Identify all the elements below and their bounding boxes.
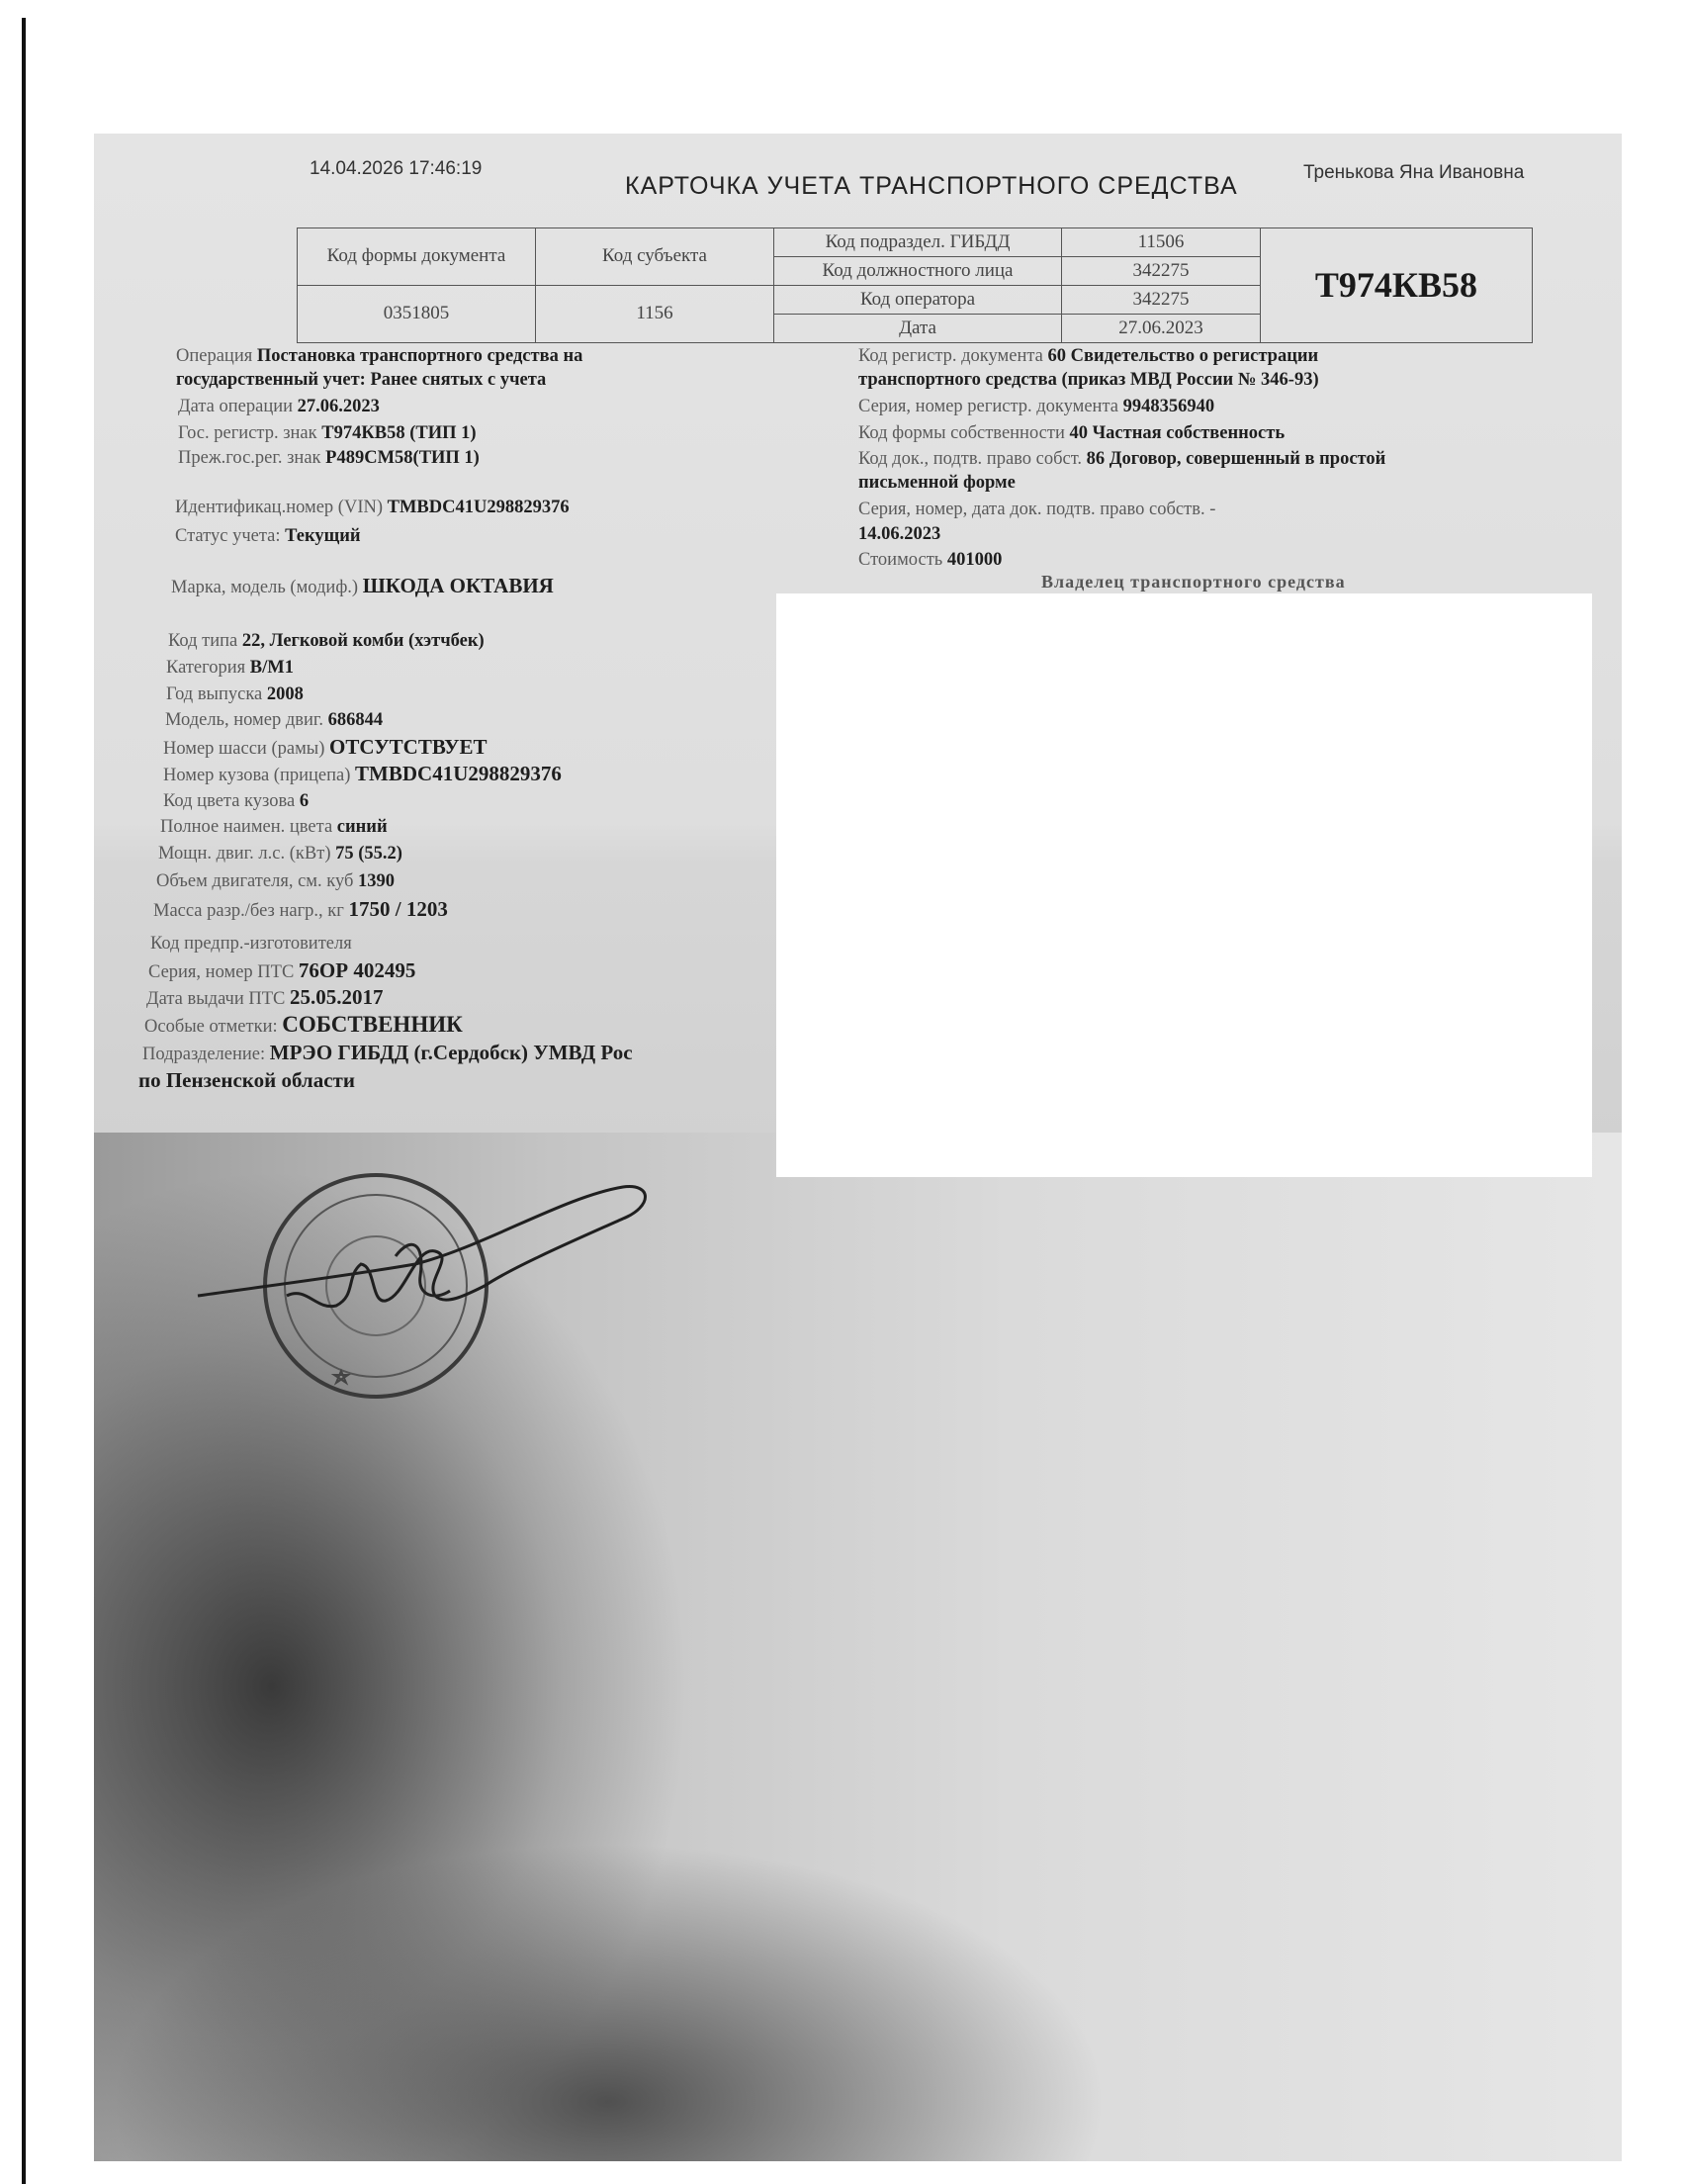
pts-issue-date: Дата выдачи ПТС 25.05.2017 xyxy=(146,985,384,1009)
engine-power: Мощн. двиг. л.с. (кВт) 75 (55.2) xyxy=(158,844,402,864)
engine-number: Модель, номер двиг. 686844 xyxy=(165,710,384,730)
form-code-header: Код формы документа xyxy=(298,228,536,286)
print-timestamp: 14.04.2026 17:46:19 xyxy=(310,158,483,179)
pts-number: Серия, номер ПТС 76ОР 402495 xyxy=(148,958,416,982)
manufacturer-code: Код предпр.-изготовителя xyxy=(150,934,352,954)
official-code-label: Код должностного лица xyxy=(774,257,1062,286)
ownership-form: Код формы собственности 40 Частная собственность xyxy=(858,423,1286,443)
operator-code-value: 342275 xyxy=(1062,286,1261,315)
rights-doc-date-label: Серия, номер, дата док. подтв. право собств. - xyxy=(858,500,1216,519)
special-notes: Особые отметки: СОБСТВЕННИК xyxy=(144,1012,463,1037)
chassis-number: Номер шасси (рамы) ОТСУТСТВУЕТ xyxy=(163,735,488,759)
unit-code-value: 11506 xyxy=(1062,228,1261,257)
vehicle-type: Код типа 22, Легковой комби (хэтчбек) xyxy=(168,631,485,651)
color-name: Полное наимен. цвета синий xyxy=(160,817,388,837)
subject-code-value: 1156 xyxy=(536,286,774,343)
engine-volume: Объем двигателя, см. куб 1390 xyxy=(156,871,396,891)
color-code: Код цвета кузова 6 xyxy=(163,791,310,811)
operator-code-label: Код оператора xyxy=(774,286,1062,315)
previous-plate: Преж.гос.рег. знак Р489СМ58(ТИП 1) xyxy=(178,448,480,468)
vehicle-mass: Масса разр./без нагр., кг 1750 / 1203 xyxy=(153,897,448,921)
vehicle-category: Категория B/M1 xyxy=(166,658,294,678)
account-status: Статус учета: Текущий xyxy=(175,526,361,546)
body-number: Номер кузова (прицепа) TMBDC41U298829376 xyxy=(163,762,562,785)
official-code-value: 342275 xyxy=(1062,257,1261,286)
reg-doc-line-1: Код регистр. документа 60 Свидетельство о регистрации xyxy=(858,346,1319,366)
rights-doc-date: 14.06.2023 xyxy=(858,524,941,544)
operation-line-1: Операция Постановка транспортного средства на xyxy=(176,346,583,366)
date-label: Дата xyxy=(774,315,1062,343)
operation-date: Дата операции 27.06.2023 xyxy=(178,397,380,416)
operation-line-2: государственный учет: Ранее снятых с учета xyxy=(176,370,547,390)
codes-table xyxy=(297,228,1533,343)
division-line-2: по Пензенской области xyxy=(138,1068,355,1092)
reg-doc-line-2: транспортного средства (приказ МВД России № 346-93) xyxy=(858,370,1319,390)
form-code-value: 0351805 xyxy=(298,286,536,343)
plate-number: Т974КВ58 xyxy=(1261,228,1533,343)
page-title: КАРТОЧКА УЧЕТА ТРАНСПОРТНОГО СРЕДСТВА xyxy=(625,172,1238,200)
manufacture-year: Год выпуска 2008 xyxy=(166,684,304,704)
rights-doc-line-2: письменной форме xyxy=(858,473,1016,493)
unit-code-label: Код подраздел. ГИБДД xyxy=(774,228,1062,257)
redacted-owner-block xyxy=(776,593,1592,1177)
registration-plate: Гос. регистр. знак Т974КВ58 (ТИП 1) xyxy=(178,423,477,443)
rights-doc-line-1: Код док., подтв. право собст. 86 Договор, совершенный в простой xyxy=(858,449,1386,469)
official-stamp-and-signature xyxy=(188,1147,653,1424)
owner-section-heading: Владелец транспортного средства xyxy=(1041,572,1346,592)
vehicle-model: Марка, модель (модиф.) ШКОДА ОКТАВИЯ xyxy=(171,574,554,597)
division-line-1: Подразделение: МРЭО ГИБДД (г.Сердобск) УМВД Рос xyxy=(142,1041,633,1064)
date-value: 27.06.2023 xyxy=(1062,315,1261,343)
subject-code-header: Код субъекта xyxy=(536,228,774,286)
vehicle-cost: Стоимость 401000 xyxy=(858,550,1003,570)
vin-number: Идентификац.номер (VIN) TMBDC41U298829376 xyxy=(175,498,570,517)
operator-name: Тренькова Яна Ивановна xyxy=(1303,162,1525,183)
reg-doc-number: Серия, номер регистр. документа 9948356940 xyxy=(858,397,1215,416)
left-binding-line xyxy=(22,18,26,2184)
